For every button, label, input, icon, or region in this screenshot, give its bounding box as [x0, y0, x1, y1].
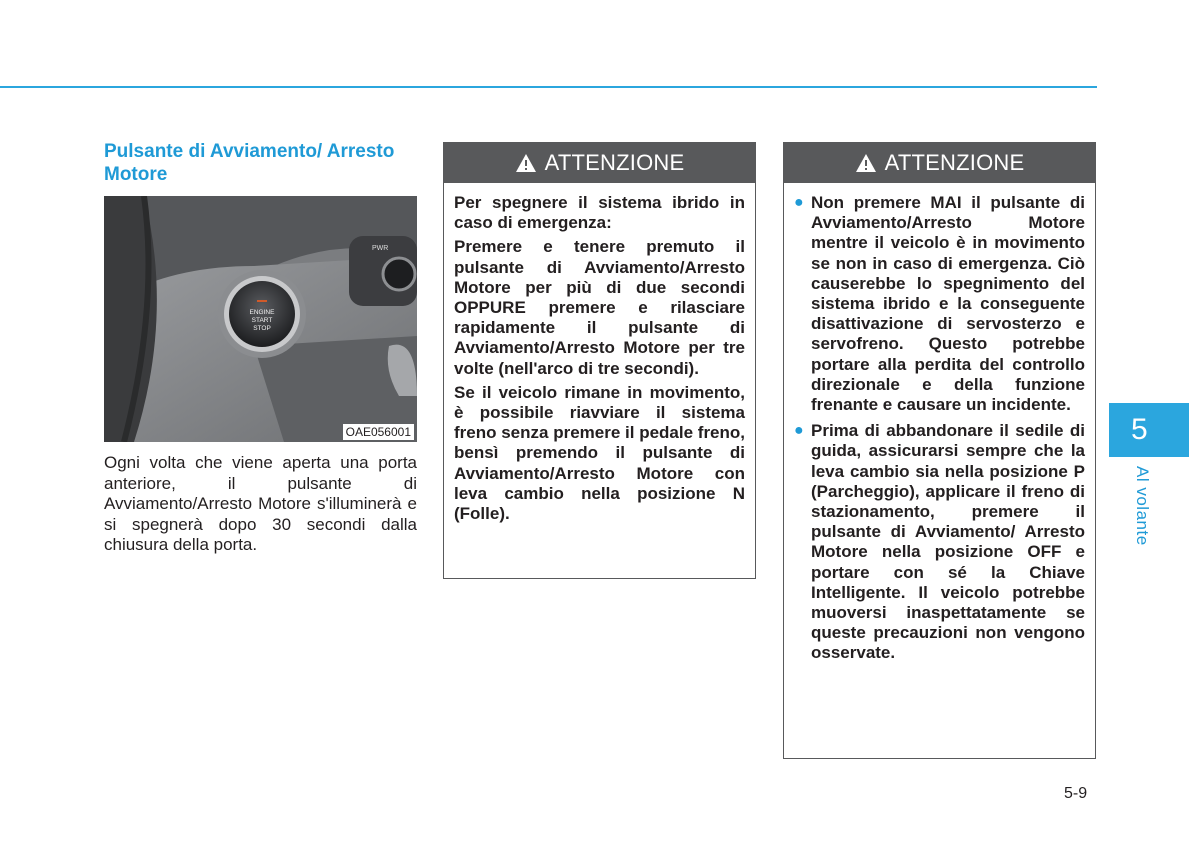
warning-paragraph: Se il veicolo rimane in movimento, è possibile riavviare il sistema freno senza premere il pedale freno, bensì premendo il pulsante di Avviamento/Arresto Motore con leva cambio nella posizione N (Folle). [454, 382, 745, 524]
bullet-dot-icon: ● [794, 422, 804, 440]
bullet-dot-icon: ● [794, 194, 804, 211]
warning-bullet-text: Non premere MAI il pulsante di Avviamento/Arresto Motore mentre il veicolo è in movimento se non in caso di emergenza. Ciò causerebbe lo spegnimento del sistema ibrido e la conseguente disattivazione di servosterzo e servofreno. Questo potrebbe portare alla perdita del controllo direzionale e della funzione frenante e causare un incidente. [811, 193, 1085, 415]
warning-bullet-item [794, 421, 1085, 663]
page-number: 5-9 [1064, 785, 1088, 802]
chapter-tab: 5 [1109, 403, 1189, 457]
warning-header-label: ATTENZIONE [884, 150, 1025, 175]
warning-triangle-icon [515, 153, 537, 173]
warning-header [784, 143, 1095, 183]
warning-bullet-list [794, 193, 1085, 664]
warning-box-emergency [443, 142, 756, 579]
button-label-start: START [251, 317, 273, 324]
button-label-engine: ENGINE [249, 309, 275, 316]
warning-triangle-icon [855, 153, 877, 173]
body-paragraph: Ogni volta che viene aperta una porta anteriore, il pulsante di Avviamento/Arresto Motore s'illuminerà e si spegnerà dopo 30 secondi dalla chiusura della porta. [104, 453, 417, 554]
section-heading: Pulsante di Avviamento/ Arresto Motore [104, 141, 395, 185]
warning-header-label: ATTENZIONE [544, 150, 685, 175]
engine-start-stop-illustration [104, 196, 417, 442]
warning-body [784, 183, 1095, 664]
figure-code: OAE056001 [343, 424, 414, 440]
warning-body [444, 183, 755, 524]
warning-header [444, 143, 755, 183]
chapter-title: Al volante [1133, 466, 1152, 546]
warning-bullet-item [794, 193, 1085, 415]
warning-paragraph: Per spegnere il sistema ibrido in caso di emergenza: [454, 193, 745, 233]
pwr-switch-label: PWR [372, 245, 389, 252]
figure-photo [104, 196, 417, 442]
button-label-stop: STOP [253, 325, 271, 332]
warning-paragraph: Premere e tenere premuto il pulsante di Avviamento/Arresto Motore per più di due secondi OPPURE premere e rilasciare rapidamente il pulsante di Avviamento/Arresto Motore per tre volte (nell'arco di tre secondi). [454, 237, 745, 378]
top-rule [0, 86, 1097, 88]
warning-box-do-not-press [783, 142, 1096, 759]
warning-bullet-text: Prima di abbandonare il sedile di guida, assicurarsi sempre che la leva cambio sia nella posizione P (Parcheggio), applicare il freno di stazionamento, premere il pulsante di Avviamento/ Arresto Motore nella posizione OFF e portare con sé la Chiave Intelligente. Il veicolo potrebbe muoversi inaspettatamente se queste precauzioni non vengono osservate. [811, 421, 1085, 663]
